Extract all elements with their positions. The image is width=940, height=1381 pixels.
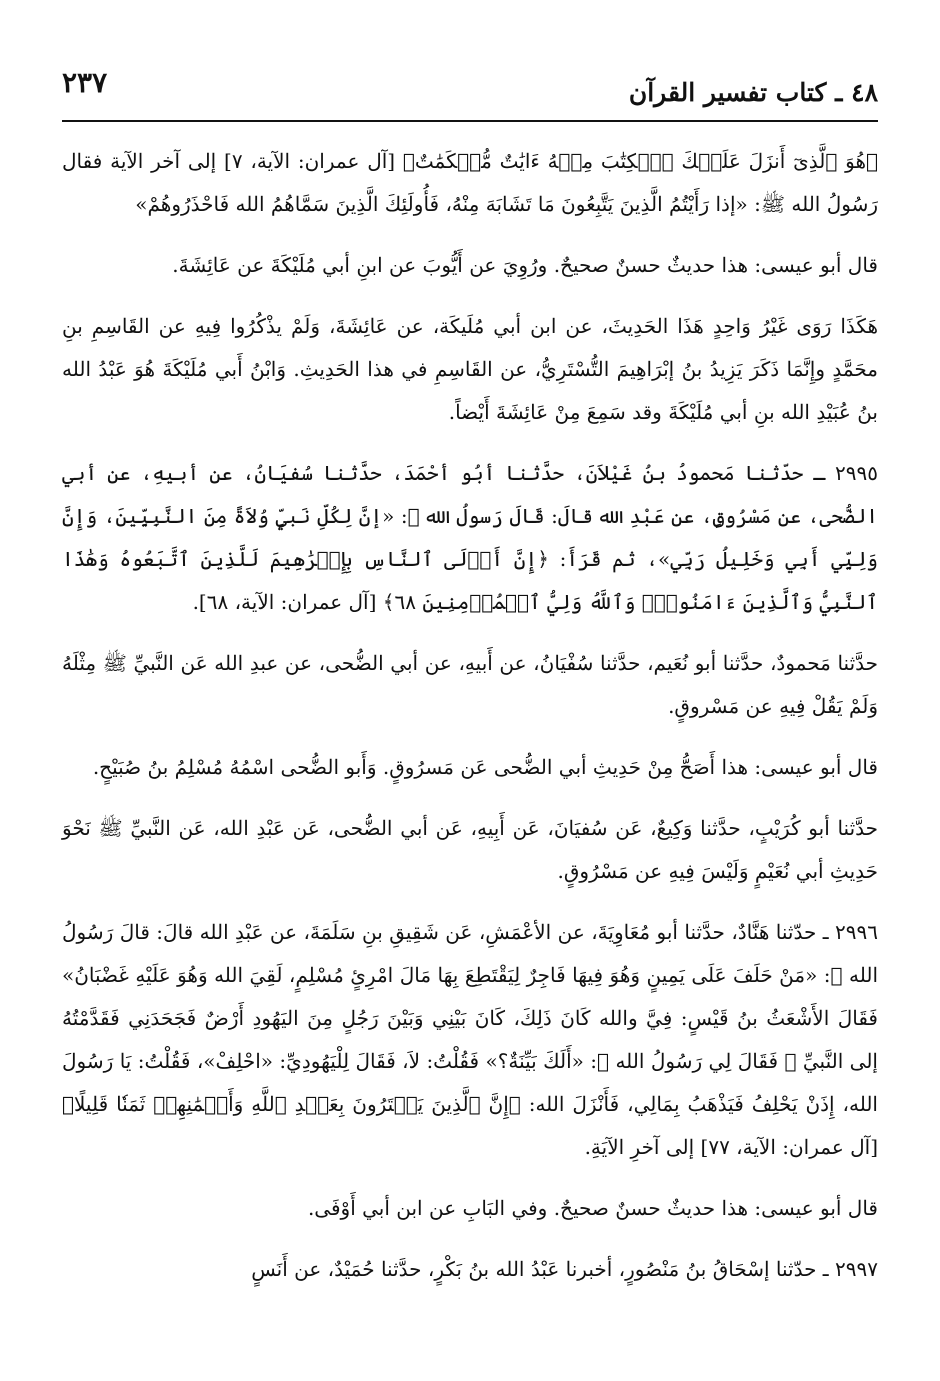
paragraph-quran-verse: ﴿هُوَ ٱلَّذِىٓ أَنزَلَ عَلَيۡكَ ٱلۡكِتَٰبَ مِنۡهُ ءَايَٰتٌ مُّحۡكَمَٰتٌ﴾ [آل عمران: الآية، ٧] إلى آخر الآية فقال رَسُولُ الله ﷺ: «إذا رَأَيْتُمُ الَّذِينَ يَتَّبِعُونَ مَا تَشَابَهَ مِنْهُ، فَأُولَئِكَ الَّذِينَ سَمَّاهُمُ الله فَاحْذَرُوهُمْ» [62,149,878,216]
paragraph-commentary: قال أبو عيسى: هذا أَصَحُّ مِنْ حَدِيثِ أبي الضُّحى عَن مَسرُوقٍ. وَأَبو الضُّحى اسْمُهُ مُسْلِمُ بنُ صُبَيْحٍ. [92,755,878,779]
running-title: ٤٨ ـ كتاب تفسير القرآن [628,78,878,107]
paragraph-hadith-2997: ٢٩٩٧ ـ حدّثنا إسْحَاقُ بنُ مَنْصُورٍ، أخبرنا عَبْدُ الله بنُ بَكْرٍ، حدَّثنا حُمَيْدٌ، عن أَنَسٍ [251,1257,878,1281]
paragraph-narration: حدَّثنا أبو كُرَيْبٍ، حدَّثنا وَكِيعٌ، عَن سُفيَانَ، عَن أَبِيهِ، عَن أبي الضُّحى، عَن عَبْدِ الله، عَن النَّبيِّ ﷺ نَحْوَ حَدِيثِ أبي نُعَيْمٍ وَلَيْسَ فِيهِ عن مَسْرُوقٍ. [62,816,878,883]
paragraph-narration: حدَّثنا مَحمودٌ، حدَّثنا أبو نُعَيم، حدَّثنا سُفْيَانُ، عن أَبيهِ، عن أبي الضُّحى، عن عبدِ الله عَن النَّبيِّ ﷺ مِثْلَهُ وَلَمْ يَقُلْ فِيهِ عن مَسْروقٍ. [62,651,878,718]
paragraph-hadith-2995: ٢٩٩٥ ـ حدّثنا مَحمودُ بنُ غَيْلاَنَ، حدَّثنا أبُو أحْمَدَ، حدَّثنا سُفيَانُ، عن أبيهِ، عن أبي الضُّحى، عن مَسْرُوقٍ، عن عَبْدِ الله قالَ: قَالَ رَسولُ الله ﷺ: «إنَّ لِكُلِّ نَبيٍّ وُلاَةً مِنَ النَّبِيِّينَ، وَإِنَّ وَلِيِّي أَبِي وَخَلِيلُ رَبِّي»، ثم قَرَأَ: ﴿إِنَّ أَوۡلَى ٱلنَّاسِ بِإِبۡرَٰهِيمَ لَلَّذِينَ ٱتَّبَعُوهُ وَهَٰذَا ٱلنَّبِيُّ وَٱلَّذِينَ ءَامَنُواْۗ وَٱللَّهُ وَلِيُّ ٱلۡمُؤۡمِنِينَ ٦٨﴾ [آل عمران: الآية، ٦٨]. [62,461,878,614]
paragraph-commentary: هَكَذَا رَوَى غَيْرُ وَاحِدٍ هَذَا الحَدِيثَ، عن ابن أبي مُلَيكَة، عن عَائِشَةَ، وَلَمْ يذْكُرُوا فِيهِ عن القَاسِمِ بنِ محَمَّدٍ وإِنَّمَا ذَكَرَ يَزِيدُ بنُ إبْرَاهِيمَ التُّسْتَرِيُّ، عن القَاسِمِ في هذا الحَدِيثِ. وَابْنُ أَبي مُلَيْكَةَ هُوَ عَبْدُ الله بنُ عُبَيْدِ الله بنِ أبي مُلَيْكَةَ وقد سَمِعَ مِنْ عَائِشَةَ أَيْضاً. [62,314,878,424]
paragraph-commentary: قال أبو عيسى: هذا حديثٌ حسنٌ صحيحٌ. وفي البَابِ عن ابن أبي أَوْفَى. [307,1196,878,1220]
paragraph-commentary: قال أبو عيسى: هذا حديثٌ حسنٌ صحيحٌ. ورُوِيَ عن أَيُّوبَ عن ابنِ أبي مُلَيْكَةَ عن عَائِشَةَ. [172,253,878,277]
paragraph-hadith-2996: ٢٩٩٦ ـ حدّثنا هَنَّادٌ، حدَّثنا أبو مُعَاوِيَةَ، عن الأعْمَشِ، عَن شَقِيقِ بنِ سَلَمَةَ، عن عَبْدِ الله قالَ: قالَ رَسُولُ الله ﷺ: «مَنْ حَلَفَ عَلَى يَمِينٍ وَهُوَ فِيهَا فَاجِرٌ لِيَقْتَطِعَ بِهَا مَالَ امْرِئٍ مُسْلِمٍ، لَقِيَ الله وَهُوَ عَلَيْهِ غَضْبَانُ» فَقَالَ الأَشْعَثُ بنُ قَيْسٍ: فِيَّ والله كَانَ ذَلِكَ، كَانَ بَيْنِي وَبَيْنَ رَجُلٍ مِنَ اليَهُودِ أَرْضٌ فَجَحَدَنِي فَقَدَّمْتُهُ إلى النَّبيِّ ﷺ فَقَالَ لِي رَسُولُ الله ﷺ: «أَلَكَ بَيِّنَةٌ؟» فَقُلْتُ: لاَ، فَقَالَ لِلْيَهُودِيِّ: «احْلِفْ»، فَقُلْتُ: يَا رَسُولَ الله، إِذَنْ يَحْلِفُ فَيَذْهَبُ بِمَالِي، فَأَنْزَلَ الله: ﴿إِنَّ ٱلَّذِينَ يَشۡتَرُونَ بِعَهۡدِ ٱللَّهِ وَأَيۡمَٰنِهِمۡ ثَمَنٗا قَلِيلًا﴾ [آل عمران: الآية، ٧٧] إلى آخرِ الآيَةِ. [62,920,878,1159]
page-number: ٢٣٧ [62,66,108,99]
page-body [62,140,878,1307]
page-header [62,58,878,122]
